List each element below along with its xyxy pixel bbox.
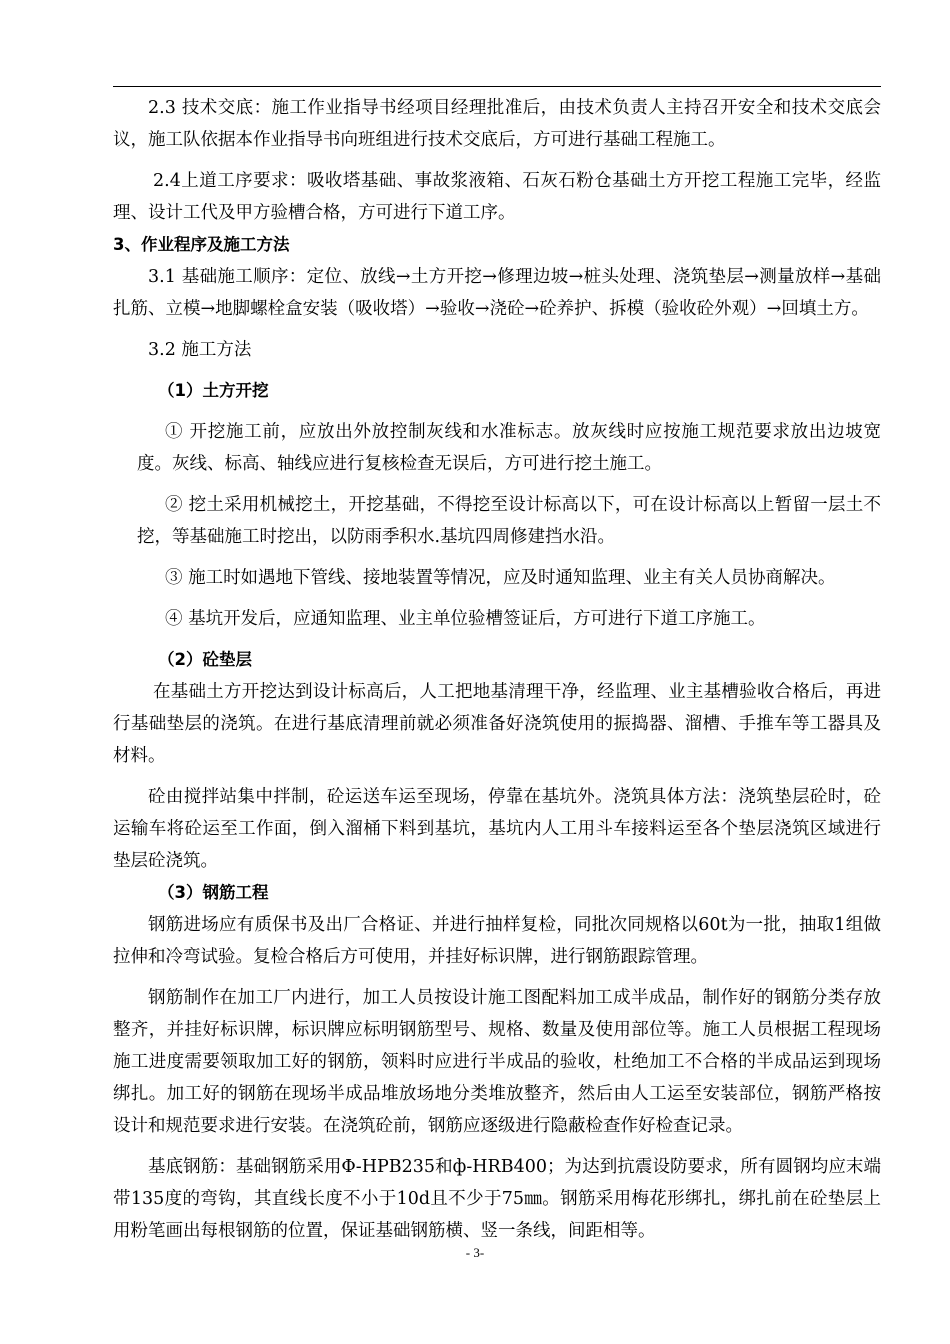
paragraph-steel-2: 钢筋制作在加工厂内进行，加工人员按设计施工图配料加工成半成品，制作好的钢筋分类存放整齐，并挂好标识牌，标识牌应标明钢筋型号、规格、数量及使用部位等。施工人员根据工程现场施工进度需要领取加工好的钢筋，领料时应进行半成品的验收，杜绝加工不合格的半成品运到现场绑扎。加工好的钢筋在现场半成品堆放场地分类堆放整齐，然后由人工运至安装部位，钢筋严格按设计和规范要求进行安装。在浇筑砼前，钢筋应逐级进行隐蔽检查作好检查记录。 [113,988,881,1136]
list-item-4: ④ 基坑开发后，应通知监理、业主单位验槽签证后，方可进行下道工序施工。 [165,609,766,629]
paragraph-2-4: 2.4上道工序要求：吸收塔基础、事故浆液箱、石灰石粉仓基础土方开挖工程施工完毕，经监理、设计工代及甲方验槽合格，方可进行下道工序。 [113,171,881,223]
paragraph-cushion-2: 砼由搅拌站集中拌制，砼运送车运至现场，停靠在基坑外。浇筑具体方法：浇筑垫层砼时，砼运输车将砼运至工作面，倒入溜桶下料到基坑，基坑内人工用斗车接料运至各个垫层浇筑区域进行垫层砼浇筑。 [113,787,881,871]
paragraph-steel-1: 钢筋进场应有质保书及出厂合格证、并进行抽样复检，同批次同规格以60t为一批，抽取1组做拉伸和冷弯试验。复检合格后方可使用，并挂好标识牌，进行钢筋跟踪管理。 [113,915,881,967]
page-number: - 3- [465,1245,485,1260]
section-heading-3: 3、作业程序及施工方法 [113,235,290,254]
list-item-2: ② 挖土采用机械挖土，开挖基础，不得挖至设计标高以下，可在设计标高以上暂留一层土不挖，等基础施工时挖出，以防雨季积水.基坑四周修建挡水沿。 [137,495,881,547]
header-rule [113,86,881,87]
list-item-1: ① 开挖施工前，应放出外放控制灰线和水准标志。放灰线时应按施工规范要求放出边坡宽度。灰线、标高、轴线应进行复核检查无误后，方可进行挖土施工。 [137,422,881,474]
subheading-earthwork: （1）土方开挖 [158,381,269,400]
subheading-cushion: （2）砼垫层 [158,650,252,669]
subheading-steel: （3）钢筋工程 [158,883,269,902]
paragraph-steel-3: 基底钢筋：基础钢筋采用Φ-HPB235和ф-HRB400；为达到抗震设防要求，所有圆钢均应末端带135度的弯钩，其直线长度不小于10d且不少于75㎜。钢筋采用梅花形绑扎，绑扎前在砼垫层上用粉笔画出每根钢筋的位置，保证基础钢筋横、竖一条线，间距相等。 [113,1157,881,1241]
list-item-3: ③ 施工时如遇地下管线、接地装置等情况，应及时通知监理、业主有关人员协商解决。 [165,568,836,588]
paragraph-3-1: 3.1 基础施工顺序：定位、放线→土方开挖→修理边坡→桩头处理、浇筑垫层→测量放样→基础扎筋、立模→地脚螺栓盒安装（吸收塔）→验收→浇砼→砼养护、拆模（验收砼外观）→回填土方。 [113,267,881,319]
paragraph-2-3: 2.3 技术交底：施工作业指导书经项目经理批准后，由技术负责人主持召开安全和技术交底会议，施工队依据本作业指导书向班组进行技术交底后，方可进行基础工程施工。 [113,98,881,150]
paragraph-cushion-1: 在基础土方开挖达到设计标高后，人工把地基清理干净，经监理、业主基槽验收合格后，再进行基础垫层的浇筑。在进行基底清理前就必须准备好浇筑使用的振捣器、溜槽、手推车等工器具及材料。 [113,682,881,766]
paragraph-3-2: 3.2 施工方法 [148,340,252,360]
document-body [113,92,881,1247]
